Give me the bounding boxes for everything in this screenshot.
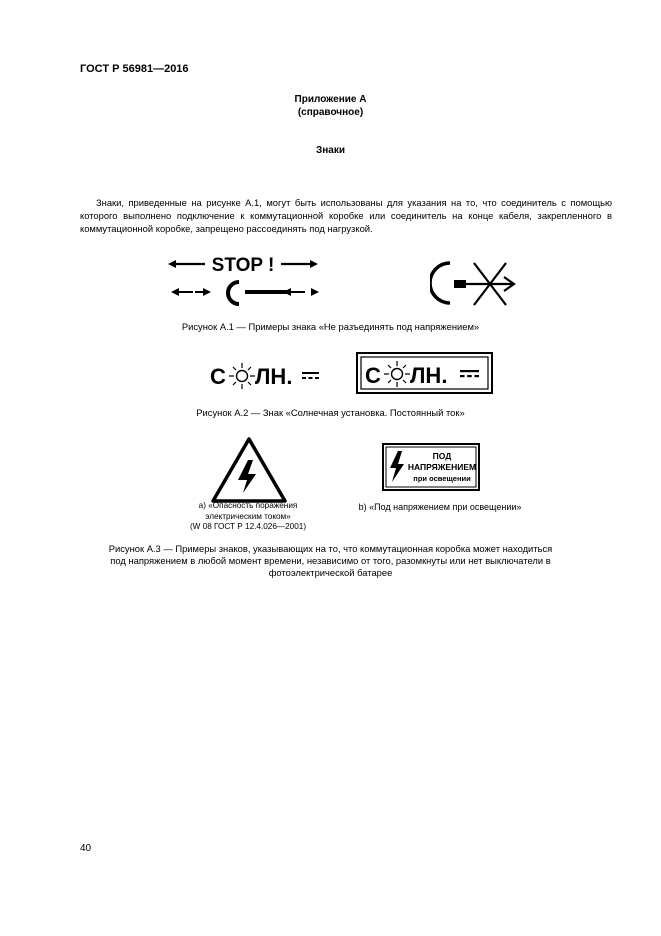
figure-a3-caption-line1: Рисунок А.3 — Примеры знаков, указывающих на то, что коммутационная коробка может находиться — [108, 543, 553, 554]
page-number: 40 — [80, 843, 92, 854]
section-title: Знаки — [315, 145, 346, 156]
left-arrow-head — [168, 260, 176, 268]
small-arrow-left-1 — [171, 288, 179, 296]
dc-current-icon — [302, 372, 319, 379]
sign-text-line1: ПОД — [432, 451, 452, 461]
right-arrow-head — [310, 260, 318, 268]
small-arrow-right-2 — [311, 288, 319, 296]
appendix-heading — [0, 93, 661, 119]
connector-socket-arc — [228, 282, 239, 304]
socket-arc — [430, 263, 450, 303]
small-arrow-left-2 — [283, 288, 291, 296]
solar-sign-plain — [208, 358, 320, 390]
plug-body — [454, 280, 466, 288]
sign-lightning-icon — [390, 451, 404, 482]
letters-lh: ЛН. — [255, 364, 293, 389]
figure-a3-subcaption-b: b) «Под напряжением при освещении» — [358, 502, 522, 512]
subcaption-a-line1: а) «Опасность поражения — [198, 501, 298, 510]
document-header: ГОСТ Р 56981—2016 — [80, 63, 189, 75]
framed-letters-lh: ЛН. — [410, 363, 448, 388]
framed-letter-c: С — [365, 363, 381, 388]
crossed-connector-figure — [430, 257, 520, 309]
figure-a3-caption-line3: фотоэлектрической батарее — [268, 567, 393, 578]
sun-icon — [229, 363, 255, 389]
figure-a2-caption: Рисунок А.2 — Знак «Солнечная установка. Постоянный ток» — [196, 407, 465, 418]
appendix-title: Приложение А — [294, 94, 367, 105]
stop-sign-figure — [165, 250, 325, 308]
electric-hazard-sign — [210, 436, 288, 504]
figure-a3-caption — [0, 543, 661, 579]
sign-text-line2: НАПРЯЖЕНИЕМ — [407, 462, 477, 472]
stop-text: STOP ! — [211, 255, 275, 276]
appendix-subtitle: (справочное) — [297, 107, 364, 118]
letter-c: С — [210, 364, 226, 389]
figure-a1-caption: Рисунок А.1 — Примеры знака «Не разъединять под напряжением» — [181, 321, 480, 332]
under-voltage-sign — [382, 443, 480, 491]
figure-a3-subcaption-a — [164, 501, 332, 533]
solar-sign-framed — [356, 352, 493, 394]
subcaption-a-line2: электрическим током» — [205, 511, 291, 521]
framed-sun-icon — [384, 361, 410, 387]
intro-paragraph: Знаки, приведенные на рисунке А.1, могут быть использованы для указания на то, что соединитель с помощью которого выполнено подключение к коммутационной коробке или соединитель на конце кабеля, закрепленного в коммутационной коробке, запрещено рассоединять под нагрузкой. — [80, 197, 612, 234]
connector-plug — [245, 290, 287, 294]
sign-text-line3: при освещении — [413, 474, 471, 483]
subcaption-a-line3: (W 08 ГОСТ Р 12.4.026—2001) — [189, 522, 307, 531]
figure-a3-caption-line2: под напряжением в любой момент времени, независимо от того, разомкнуты или нет выключатели в — [110, 555, 551, 566]
framed-dc-current-icon — [460, 370, 479, 377]
